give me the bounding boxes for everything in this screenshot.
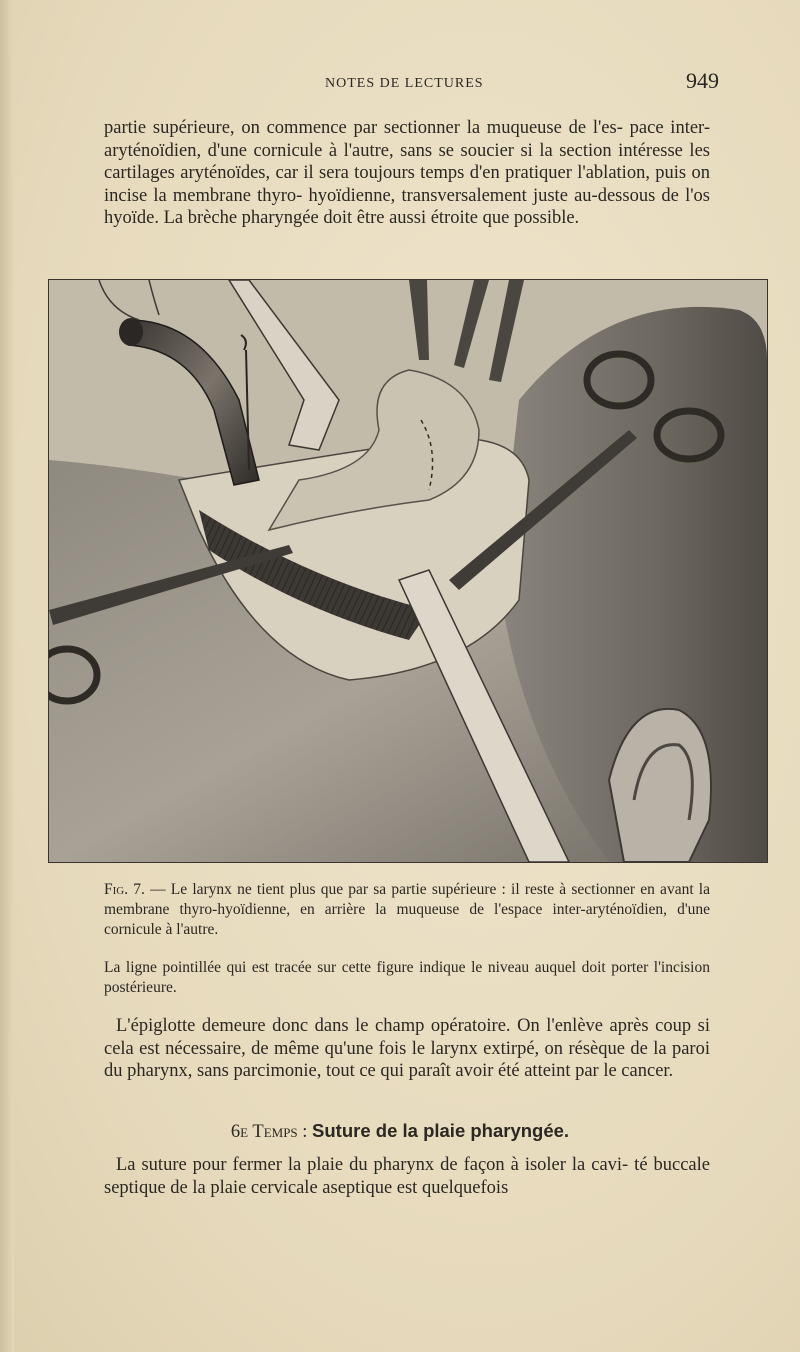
section-heading bbox=[0, 1120, 800, 1143]
page-binding-edge bbox=[0, 0, 14, 1352]
paragraph-3-text: La suture pour fermer la plaie du pharynx de façon à isoler la cavi- té buccale septique de la plaie cervicale aseptique est quelquefois bbox=[104, 1155, 710, 1198]
caption-number: 7. bbox=[133, 881, 145, 898]
section-title: Suture de la plaie pharyngée. bbox=[312, 1120, 570, 1141]
paragraph-2-text: L'épiglotte demeure donc dans le champ opératoire. On l'enlève après coup si cela est nécessaire, de même qu'une fois le larynx extirpé, on résèque de la paroi du pharynx, sans parcimonie, tout ce qui paraît avoir été atteint par le cancer. bbox=[104, 1016, 710, 1081]
figure-caption bbox=[104, 880, 710, 940]
caption-text: — Le larynx ne tient plus que par sa partie supérieure : il reste à sectionner en avant la membrane thyro-hyoïdienne, en arrière la muqueuse de l'espace inter-aryténoïdien, d'une cornicule à l'autre. bbox=[104, 881, 710, 938]
figure-caption-note bbox=[104, 958, 710, 998]
caption-note-text: La ligne pointillée qui est tracée sur cette figure indique le niveau auquel doit porter l'incision postérieure. bbox=[104, 959, 710, 996]
section-temps: 6e Temps : bbox=[230, 1122, 308, 1142]
surgical-illustration bbox=[48, 279, 768, 863]
page-header bbox=[0, 68, 800, 98]
paragraph-1 bbox=[104, 117, 710, 230]
tube-opening bbox=[119, 318, 143, 346]
caption-label: Fig. bbox=[104, 881, 129, 898]
running-head: NOTES DE LECTURES bbox=[325, 76, 484, 91]
paragraph-3 bbox=[104, 1154, 710, 1199]
illustration-svg bbox=[49, 280, 767, 862]
page-number: 949 bbox=[686, 68, 719, 93]
paragraph-1-text: partie supérieure, on commence par sectionner la muqueuse de l'es- pace inter-aryténoïdien, d'une cornicule à l'autre, sans se soucier si la section intéresse les cartilages aryténoïdes, car il sera toujours temps d'en pratiquer l'ablation, puis on incise la membrane thyro- hyoïdienne, transversalement juste au-dessous de l'os hyoïde. La brèche pharyngée doit être aussi étroite que possible. bbox=[104, 118, 710, 228]
paragraph-2 bbox=[104, 1015, 710, 1083]
